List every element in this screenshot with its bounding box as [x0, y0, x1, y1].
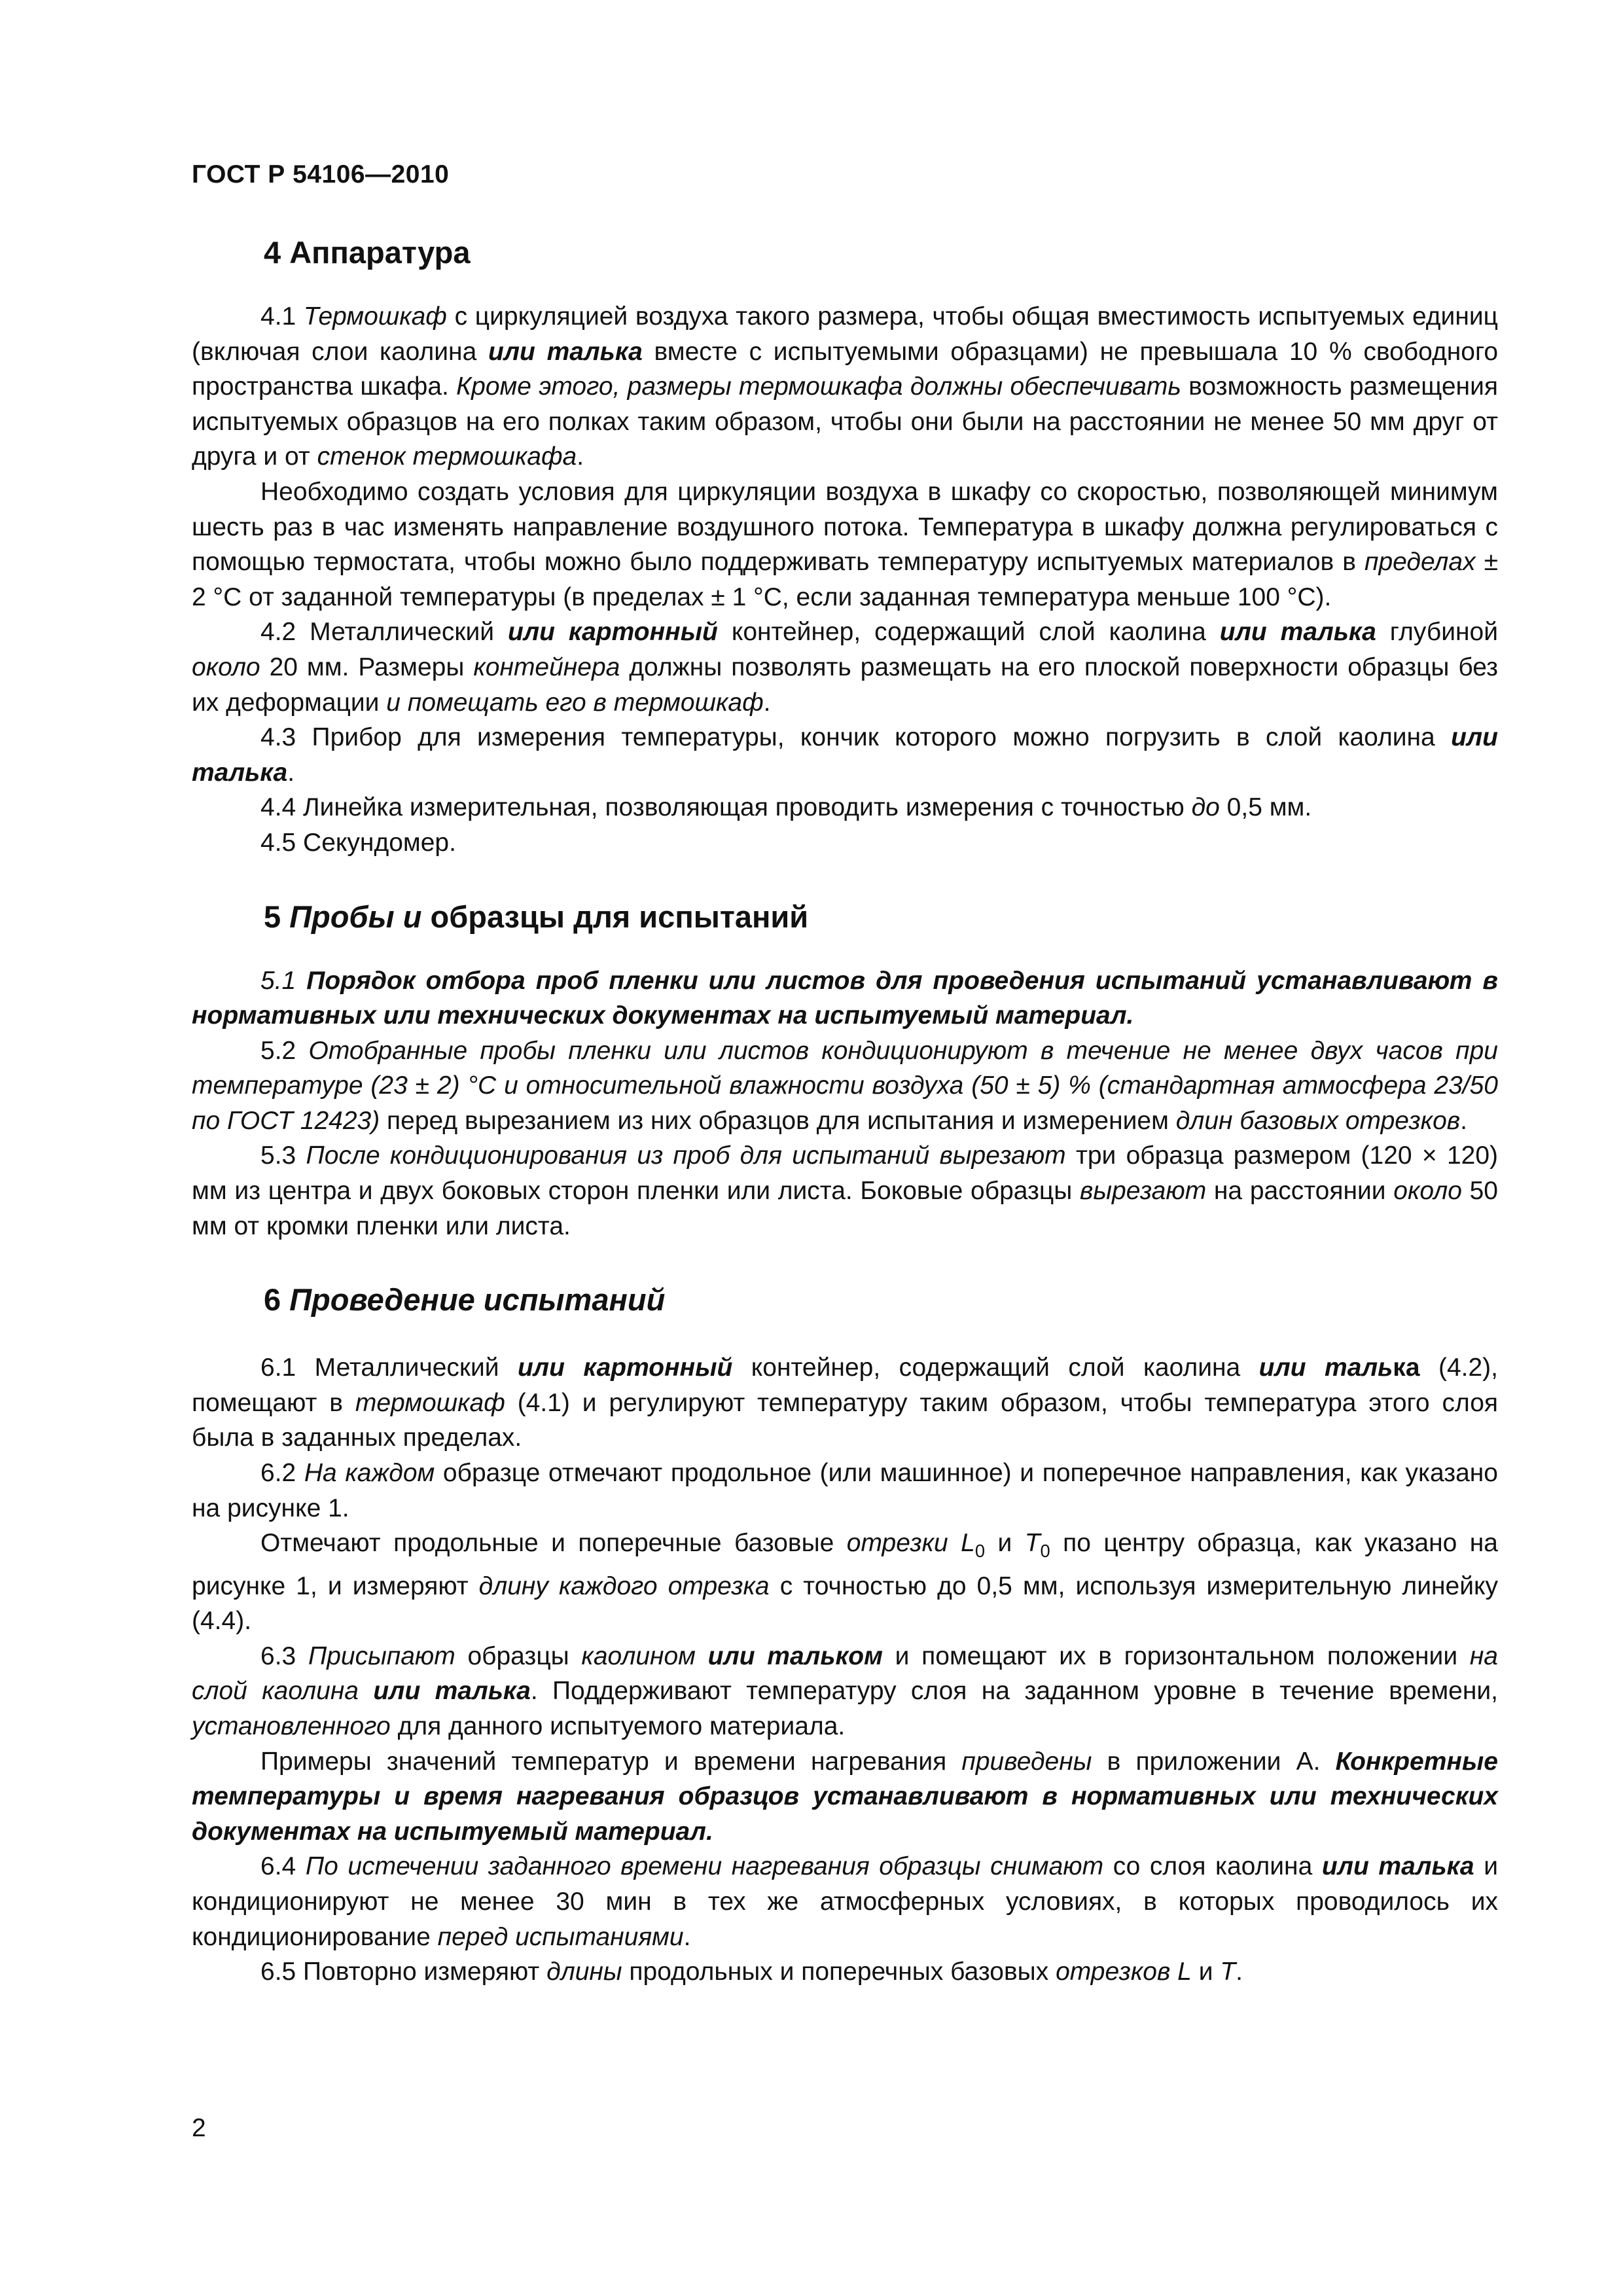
text-run: . — [763, 688, 771, 717]
text-run: или талька — [488, 337, 643, 366]
text-run: 6.1 Металлический — [260, 1354, 518, 1382]
text-run: 5.2 — [260, 1036, 309, 1065]
text-run: 20 мм. Размеры — [260, 653, 474, 681]
text-run: должны позволять размещать на его плоской поверхности образцы без их деформации — [192, 653, 1498, 717]
text-run: или талька — [192, 723, 1498, 787]
text-run: и — [985, 1529, 1025, 1558]
text-run: около — [192, 653, 260, 681]
text-run: 4.2 Металлический — [260, 618, 508, 647]
text-run: . — [287, 758, 295, 787]
text-run: на слой каолина — [192, 1641, 1498, 1706]
text-run: каолином — [581, 1641, 696, 1670]
text-run: для данного испытуемого материала. — [390, 1712, 846, 1740]
section-4-body — [192, 299, 1498, 861]
text-run: в приложении А. — [1092, 1747, 1336, 1776]
text-run: 5.1 — [260, 966, 307, 995]
text-run: или талька — [1219, 618, 1376, 647]
text-run: и помещать его в термошкаф — [386, 688, 764, 717]
text-run: до — [1191, 793, 1220, 822]
text-run: образцы для испытаний — [421, 899, 809, 934]
text-run: T — [1024, 1529, 1041, 1558]
text-run: 4.3 Прибор для измерения температуры, кончик которого можно погрузить в слой каолина — [260, 723, 1452, 752]
section-heading-4 — [192, 234, 1498, 270]
text-run: длины — [546, 1958, 622, 1986]
text-run: около — [1393, 1177, 1462, 1206]
text-run: . — [1460, 1106, 1467, 1135]
text-run: Конкретные температуры и время нагревания образцов устанавливают в нормативных или технических документах на испытуемый материал. — [192, 1747, 1498, 1846]
text-run: контейнера — [473, 653, 620, 681]
paragraph-6-5 — [192, 1954, 1498, 1990]
page-content — [192, 196, 1498, 1990]
text-run: Присыпают — [308, 1641, 455, 1670]
text-run: и помещают их в горизонтальном положении — [882, 1641, 1470, 1670]
section-heading-5 — [192, 899, 1498, 935]
text-run: 0 — [974, 1541, 986, 1562]
page-number: 2 — [192, 2114, 206, 2142]
text-run — [696, 1642, 708, 1670]
text-run: 6 — [264, 1282, 290, 1318]
text-run: Пробы и — [289, 899, 422, 934]
paragraph-5-2 — [192, 1033, 1498, 1139]
text-run: 4.4 Линейка измерительная, позволяющая проводить измерения с точностью — [260, 793, 1192, 822]
text-run: глубиной — [1376, 618, 1498, 647]
paragraph-6-3-cont — [192, 1744, 1498, 1850]
text-run: вырезают — [1079, 1177, 1207, 1206]
text-run: контейнер, содержащий слой каолина — [717, 618, 1220, 647]
paragraph-5-1 — [192, 963, 1498, 1033]
text-run — [359, 1677, 373, 1705]
text-run: вместе с испытуемыми образцами) не превышала 10 % свободного пространства шкафа. — [192, 337, 1499, 401]
text-run: со слоя каолина — [1103, 1852, 1322, 1881]
text-run: Термошкаф — [303, 302, 447, 331]
paragraph-4-4 — [192, 790, 1498, 825]
text-run: длину каждого отрезка — [478, 1571, 770, 1600]
text-run: на расстоянии — [1206, 1177, 1394, 1206]
text-run: T — [1220, 1958, 1236, 1986]
text-run: 5.3 — [260, 1141, 306, 1170]
text-run: приведены — [961, 1747, 1092, 1776]
text-run: Проведение испытаний — [289, 1282, 666, 1318]
text-run: установленного — [192, 1712, 391, 1740]
text-run: с точностью до 0,5 мм, используя измерительную линейку (4.4). — [192, 1571, 1498, 1636]
text-run: Необходимо создать условия для циркуляции воздуха в шкафу со скоростью, позволяющей минимум шесть раз в час изменять направление воздушного потока. Температура в шкафу должна регулироваться с помощью термостата, чтобы можно было поддерживать температуру испытуемых материалов в — [192, 477, 1498, 577]
section-6-body — [192, 1350, 1498, 1989]
text-run: 4 Аппаратура — [264, 235, 471, 270]
text-run: или тальком — [707, 1641, 883, 1670]
text-run: . — [1236, 1958, 1243, 1986]
text-run: Отмечают продольные и поперечные базовые — [260, 1529, 847, 1558]
paragraph-6-4 — [192, 1849, 1498, 1954]
section-5-body — [192, 963, 1498, 1244]
text-run: стенок термошкафа — [317, 442, 577, 471]
paragraph-4-5 — [192, 825, 1498, 861]
text-run: возможность размещения испытуемых образцов на его полках таким образом, чтобы они были на расстоянии не менее 50 мм друг от друга и от — [192, 372, 1498, 471]
text-run: 6.3 — [260, 1641, 308, 1670]
text-run: три образца размером (120 × 120) мм из центра и двух боковых сторон пленки или листа. Боковые образцы — [192, 1141, 1499, 1206]
text-run: термошкаф — [355, 1388, 505, 1417]
text-run: по центру образца, как указано на рисунке 1, и измеряют — [192, 1529, 1498, 1600]
text-run: отрезков L — [1056, 1958, 1192, 1986]
text-run: и — [1191, 1958, 1221, 1986]
text-run: длин базовых отрезков — [1175, 1106, 1461, 1135]
text-run: Отобранные пробы пленки или листов кондиционируют в течение не менее двух часов при температуре (23 ± 2) °С и относительной влажности воздуха (50 ± 5) % (стандартная атмосфера 23/50 по ГОСТ 12423) — [192, 1036, 1498, 1135]
text-run: Примеры значений температур и времени нагревания — [260, 1747, 962, 1776]
text-run: 6.2 — [260, 1459, 304, 1488]
paragraph-6-2-cont — [192, 1526, 1498, 1639]
paragraph-4-1 — [192, 299, 1498, 475]
text-run: или картонный — [508, 618, 718, 647]
text-run: или таль — [1258, 1354, 1393, 1382]
document-id-header: ГОСТ Р 54106—2010 — [192, 160, 450, 188]
text-run: перед вырезанием из них образцов для испытания и измерением — [380, 1106, 1176, 1135]
paragraph-5-3 — [192, 1138, 1498, 1244]
text-run: 4.5 Секундомер. — [260, 828, 456, 857]
text-run: или картонный — [517, 1354, 733, 1382]
text-run: По истечении заданного времени нагревания образцы снимают — [305, 1852, 1104, 1881]
text-run: После кондиционирования из проб для испытаний вырезают — [306, 1141, 1066, 1170]
text-run: . — [683, 1922, 691, 1951]
text-run: . — [577, 442, 584, 471]
text-run: ка — [1393, 1354, 1420, 1382]
text-run: образцы — [455, 1641, 582, 1670]
text-run: перед испытаниями — [437, 1922, 684, 1951]
text-run: или талька — [373, 1677, 531, 1706]
paragraph-6-2 — [192, 1456, 1498, 1526]
text-run: 0 — [1040, 1541, 1050, 1562]
paragraph-6-1 — [192, 1350, 1498, 1456]
text-run: продольных и поперечных базовых — [622, 1958, 1056, 1986]
text-run: или талька — [1321, 1852, 1474, 1881]
text-run: 4.1 — [260, 302, 304, 331]
text-run: Порядок отбора проб пленки или листов для проведения испытаний устанавливают в нормативных или технических документах на испытуемый материал. — [192, 966, 1498, 1030]
paragraph-4-1-cont — [192, 475, 1498, 615]
text-run: 5 — [264, 899, 290, 934]
text-run: отрезки L — [846, 1529, 975, 1558]
text-run: и кондиционируют не менее 30 мин в тех же атмосферных условиях, в которых проводилось их кондиционирование — [192, 1852, 1498, 1951]
text-run: (4.2), помещают в — [192, 1354, 1498, 1417]
text-run: образце отмечают продольное (или машинное) и поперечное направления, как указано на рисунке 1. — [192, 1459, 1498, 1522]
text-run: На каждом — [304, 1459, 435, 1488]
text-run: 6.4 — [260, 1852, 306, 1881]
paragraph-4-2 — [192, 615, 1498, 720]
paragraph-4-3 — [192, 720, 1498, 790]
section-heading-6 — [192, 1282, 1498, 1318]
text-run: 6.5 Повторно измеряют — [260, 1958, 547, 1986]
text-run: Кроме этого, размеры термошкафа должны обеспечивать — [456, 372, 1181, 401]
text-run: (4.1) и регулируют температуру таким образом, чтобы температура этого слоя была в заданных пределах. — [192, 1388, 1499, 1452]
text-run: ± 2 °С от заданной температуры (в пределах ± 1 °С, если заданная температура меньше 100 °С). — [192, 548, 1498, 611]
text-run: 0,5 мм. — [1219, 793, 1312, 822]
text-run: . Поддерживают температуру слоя на заданном уровне в течение времени, — [530, 1677, 1499, 1706]
text-run: с циркуляцией воздуха такого размера, чтобы общая вместимость испытуемых единиц (включая слои каолина — [192, 302, 1498, 366]
text-run: пределах — [1364, 548, 1476, 577]
text-run: 50 мм от кромки пленки или листа. — [192, 1177, 1498, 1240]
text-run: контейнер, содержащий слой каолина — [732, 1354, 1259, 1382]
paragraph-6-3 — [192, 1639, 1498, 1744]
